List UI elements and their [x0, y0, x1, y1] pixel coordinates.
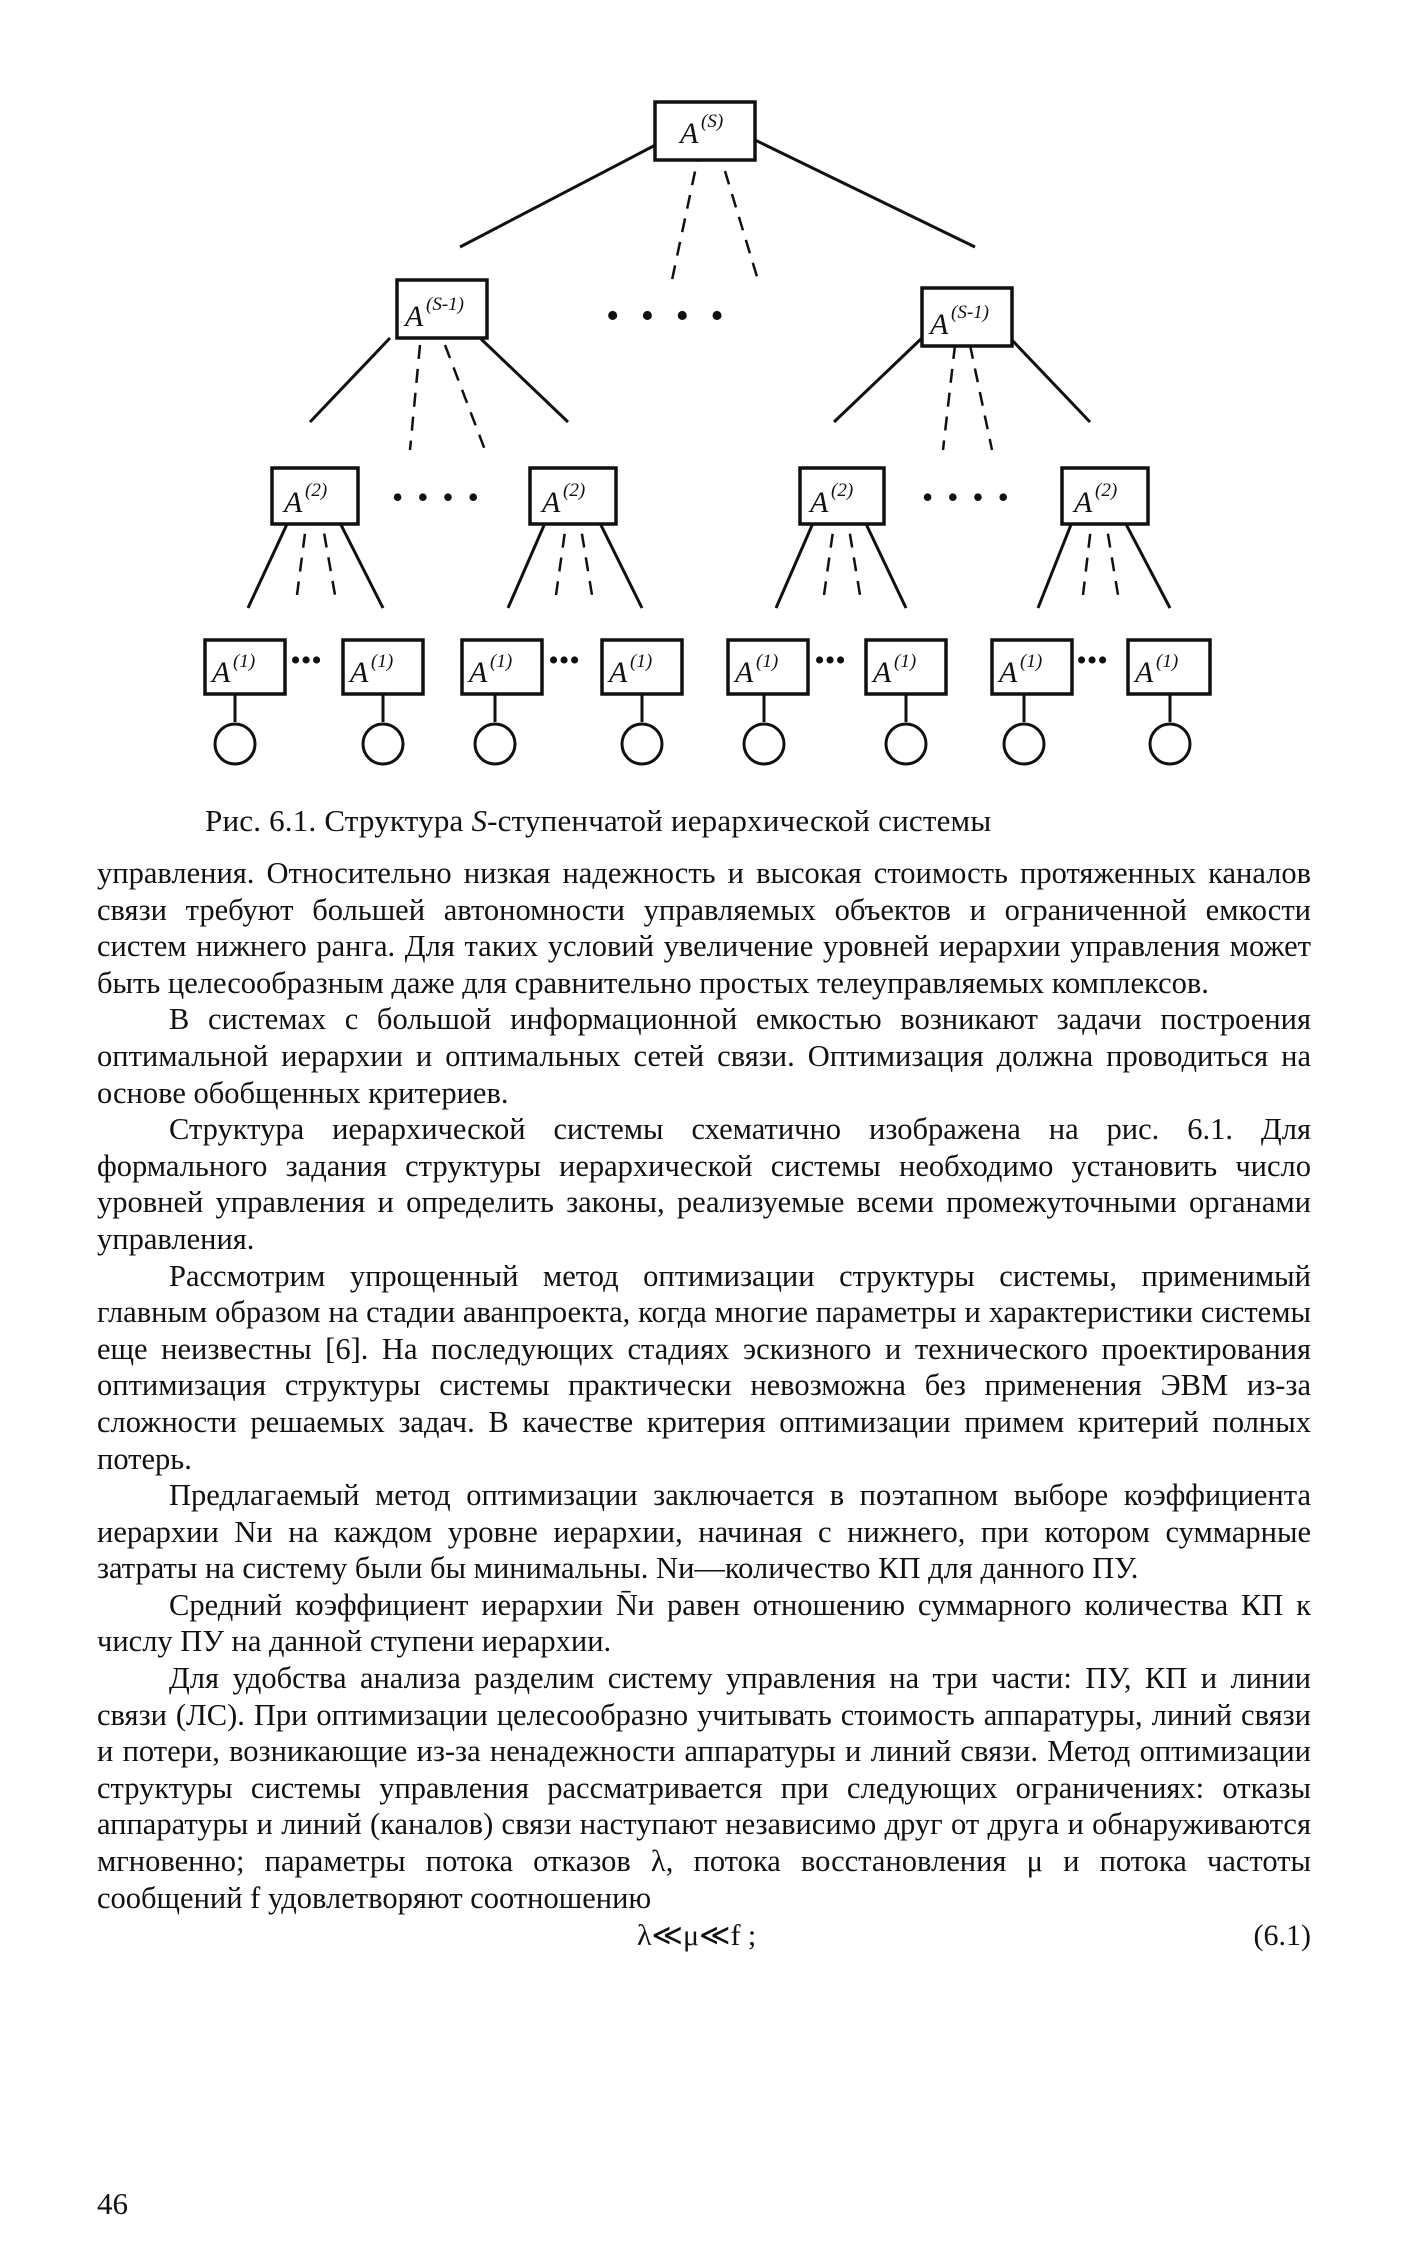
svg-text:A: A — [999, 656, 1018, 689]
hierarchy-figure — [0, 0, 1418, 800]
svg-text:A: A — [1135, 656, 1154, 689]
svg-text:A: A — [350, 656, 369, 689]
node-l2-4 — [1062, 468, 1148, 524]
ellipsis-right: • • • • — [922, 479, 1012, 515]
svg-text:(1): (1) — [630, 651, 653, 672]
ellipsis-left: • • • • — [392, 479, 482, 515]
equation-number: (6.1) — [1253, 1919, 1311, 1953]
paragraph-7: Для удобства анализа разделим систему управления на три части: ПУ, КП и линии связи (ЛС). При оптимизации целесообразно учитывать стоимость аппаратуры, линий связи и потери, возникающие из-за ненадежности аппаратуры и линий связи. Метод оптимизации структуры системы управления рассматривается при следующих ограничениях: отказы аппаратуры и линий (каналов) связи наступают независимо друг от друга и обнаруживаются мгновенно; параметры потока отказов λ, потока восстановления μ и потока частоты сообщений f удовлетворяют соотношению — [97, 1661, 1311, 1915]
tree-edges — [235, 140, 1170, 722]
svg-text:(1): (1) — [233, 651, 256, 672]
dashed-edges — [297, 148, 1118, 595]
node-root — [655, 102, 755, 160]
paragraph-3: Структура иерархической системы схематично изображена на рис. 6.1. Для формального задания структуры иерархической системы необходимо установить число уровней управления и определить законы, реализуемые всеми промежуточными органами управления. — [97, 1112, 1311, 1256]
svg-text:A: A — [212, 656, 231, 689]
node-s1-left — [397, 280, 487, 338]
formula-row — [97, 1916, 1311, 1956]
formula: λ≪μ≪f ; — [637, 1919, 757, 1953]
paragraph-4: Рассмотрим упрощенный метод оптимизации структуры системы, применимый главным образом на стадии аванпроекта, когда многие параметры и характеристики системы еще неизвестны [6]. На последующих стадиях эскизного и технического проектирования оптимизация структуры системы практически невозможна без применения ЭВМ из-за сложности решаемых задач. В качестве критерия оптимизации примем критерий полных потерь. — [97, 1258, 1311, 1476]
svg-text:(S): (S) — [701, 111, 724, 132]
terminal-circles — [215, 724, 1190, 764]
svg-text:A: A — [469, 656, 488, 689]
paragraph-5: Предлагаемый метод оптимизации заключается в поэтапном выборе коэффициента иерархии Nи на каждом уровне иерархии, начиная с нижнего, при котором суммарные затраты на систему были бы минимальны. Nи—количество КП для данного ПУ. — [97, 1478, 1311, 1586]
body-text — [97, 855, 1311, 1956]
svg-text:(S-1): (S-1) — [951, 302, 989, 323]
svg-text:(1): (1) — [1020, 651, 1043, 672]
figure-caption — [205, 803, 991, 839]
node-l2-1 — [272, 468, 358, 524]
svg-text:(1): (1) — [894, 651, 917, 672]
svg-text:•••: ••• — [1076, 644, 1108, 677]
svg-text:A: A — [405, 300, 424, 333]
svg-text:A: A — [873, 656, 892, 689]
svg-text:(2): (2) — [1095, 480, 1118, 501]
svg-text:A: A — [284, 486, 303, 519]
svg-text:(2): (2) — [305, 480, 328, 501]
node-l2-2 — [530, 468, 616, 524]
svg-text:•••: ••• — [548, 644, 580, 677]
hierarchy-diagram — [0, 0, 1418, 800]
leaf-group-2 — [462, 640, 682, 694]
ellipsis-top: • • • • — [606, 295, 730, 337]
leaf-group-3 — [728, 640, 946, 694]
svg-text:A: A — [735, 656, 754, 689]
svg-text:(1): (1) — [371, 651, 394, 672]
leaf-group-1 — [205, 640, 423, 694]
svg-text:(2): (2) — [831, 480, 854, 501]
page-number: 46 — [97, 2186, 128, 2221]
node-l2-3 — [800, 468, 884, 524]
svg-text:(1): (1) — [756, 651, 779, 672]
node-s1-right — [922, 288, 1012, 346]
svg-text:A: A — [542, 486, 561, 519]
svg-text:•••: ••• — [290, 644, 322, 677]
svg-text:A: A — [680, 117, 699, 150]
svg-text:A: A — [930, 308, 949, 341]
svg-text:(1): (1) — [490, 651, 513, 672]
caption-prefix: Рис. 6.1. Структура — [205, 803, 472, 838]
svg-text:•••: ••• — [814, 644, 846, 677]
paragraph-1: управления. Относительно низкая надежность и высокая стоимость протяженных каналов связи требуют большей автономности управляемых объектов и ограниченной емкости систем нижнего ранга. Для таких условий увеличение уровней иерархии управления может быть целесообразным даже для сравнительно простых телеуправляемых комплексов. — [97, 856, 1311, 1000]
svg-text:A: A — [609, 656, 628, 689]
paragraph-2: В системах с большой информационной емкостью возникают задачи построения оптимальной иерархии и оптимальных сетей связи. Оптимизация должна проводиться на основе обобщенных критериев. — [97, 1002, 1311, 1110]
svg-text:(S-1): (S-1) — [426, 294, 464, 315]
svg-text:(2): (2) — [563, 480, 586, 501]
leaf-group-4 — [992, 640, 1210, 694]
svg-text:A: A — [810, 486, 829, 519]
svg-text:(1): (1) — [1156, 651, 1179, 672]
paragraph-6: Средний коэффициент иерархии N̄и равен отношению суммарного количества КП к числу ПУ на данной ступени иерархии. — [97, 1587, 1311, 1659]
caption-symbol: S — [471, 803, 488, 838]
caption-suffix: -ступенчатой иерархической системы — [487, 803, 992, 838]
svg-text:A: A — [1074, 486, 1093, 519]
